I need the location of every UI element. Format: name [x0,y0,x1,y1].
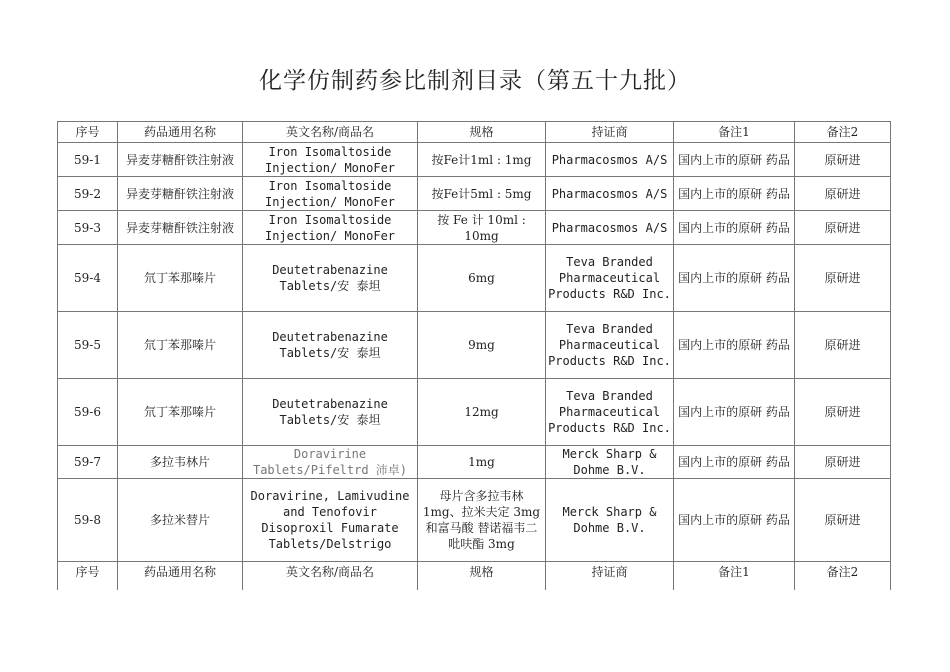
header-cell: 序号 [58,122,118,143]
drug-name: 异麦芽糖酐铁注射液 [118,211,243,245]
english-name: Iron Isomaltoside Injection/ MonoFer [243,211,418,245]
note-1: 国内上市的原研 药品 [674,245,795,312]
row-number: 59-1 [58,143,118,177]
header-cell: 英文名称/商品名 [243,562,418,591]
drug-name: 氘丁苯那嗪片 [118,312,243,379]
holder: Merck Sharp & Dohme B.V. [546,479,674,562]
english-name: Doravirine Tablets/Pifeltrd 沛卓) [243,446,418,479]
row-number: 59-2 [58,177,118,211]
note-1: 国内上市的原研 药品 [674,143,795,177]
note-2: 原研进 [795,143,891,177]
header-cell: 持证商 [546,122,674,143]
table-row [58,446,891,479]
table-row [58,177,891,211]
note-2: 原研进 [795,245,891,312]
table-row [58,479,891,562]
header-cell: 持证商 [546,562,674,591]
note-1: 国内上市的原研 药品 [674,312,795,379]
holder: Teva Branded Pharmaceutical Products R&D Inc. [546,379,674,446]
header-cell: 序号 [58,562,118,591]
row-number: 59-6 [58,379,118,446]
drug-name: 异麦芽糖酐铁注射液 [118,143,243,177]
holder: Merck Sharp & Dohme B.V. [546,446,674,479]
row-number: 59-4 [58,245,118,312]
drug-name: 异麦芽糖酐铁注射液 [118,177,243,211]
specification: 母片含多拉韦林 1mg、拉米夫定 3mg 和富马酸 替诺福韦二吡呋酯 3mg [418,479,546,562]
drug-name: 多拉韦林片 [118,446,243,479]
note-2: 原研进 [795,177,891,211]
table-header-repeat [58,562,891,591]
table-row [58,245,891,312]
english-name: Deutetrabenazine Tablets/安 泰坦 [243,379,418,446]
header-cell: 药品通用名称 [118,122,243,143]
catalog-table [57,121,891,590]
header-cell: 药品通用名称 [118,562,243,591]
note-1: 国内上市的原研 药品 [674,177,795,211]
row-number: 59-7 [58,446,118,479]
header-cell: 备注1 [674,562,795,591]
header-cell: 备注1 [674,122,795,143]
specification: 12mg [418,379,546,446]
header-cell: 备注2 [795,562,891,591]
note-1: 国内上市的原研 药品 [674,446,795,479]
specification: 按 Fe 计 10ml : 10mg [418,211,546,245]
english-name: Iron Isomaltoside Injection/ MonoFer [243,177,418,211]
note-1: 国内上市的原研 药品 [674,211,795,245]
note-2: 原研进 [795,312,891,379]
note-2: 原研进 [795,446,891,479]
table-header [58,122,891,143]
drug-name: 氘丁苯那嗪片 [118,379,243,446]
english-name: Iron Isomaltoside Injection/ MonoFer [243,143,418,177]
table-row [58,312,891,379]
header-cell: 英文名称/商品名 [243,122,418,143]
table-row [58,143,891,177]
header-cell: 规格 [418,562,546,591]
header-cell: 规格 [418,122,546,143]
note-2: 原研进 [795,211,891,245]
drug-name: 氘丁苯那嗪片 [118,245,243,312]
holder: Teva Branded Pharmaceutical Products R&D Inc. [546,312,674,379]
specification: 6mg [418,245,546,312]
drug-name: 多拉米替片 [118,479,243,562]
specification: 9mg [418,312,546,379]
holder: Pharmacosmos A/S [546,143,674,177]
english-name: Deutetrabenazine Tablets/安 泰坦 [243,245,418,312]
specification: 1mg [418,446,546,479]
specification: 按Fe计5ml : 5mg [418,177,546,211]
row-number: 59-3 [58,211,118,245]
note-2: 原研进 [795,479,891,562]
holder: Pharmacosmos A/S [546,211,674,245]
table-row [58,211,891,245]
header-cell: 备注2 [795,122,891,143]
note-1: 国内上市的原研 药品 [674,479,795,562]
note-2: 原研进 [795,379,891,446]
table-row [58,379,891,446]
english-name: Doravirine, Lamivudine and Tenofovir Disoproxil Fumarate Tablets/Delstrigo [243,479,418,562]
row-number: 59-8 [58,479,118,562]
english-name: Deutetrabenazine Tablets/安 泰坦 [243,312,418,379]
holder: Pharmacosmos A/S [546,177,674,211]
page-title: 化学仿制药参比制剂目录（第五十九批） [259,68,691,94]
row-number: 59-5 [58,312,118,379]
specification: 按Fe计1ml : 1mg [418,143,546,177]
note-1: 国内上市的原研 药品 [674,379,795,446]
holder: Teva Branded Pharmaceutical Products R&D Inc. [546,245,674,312]
